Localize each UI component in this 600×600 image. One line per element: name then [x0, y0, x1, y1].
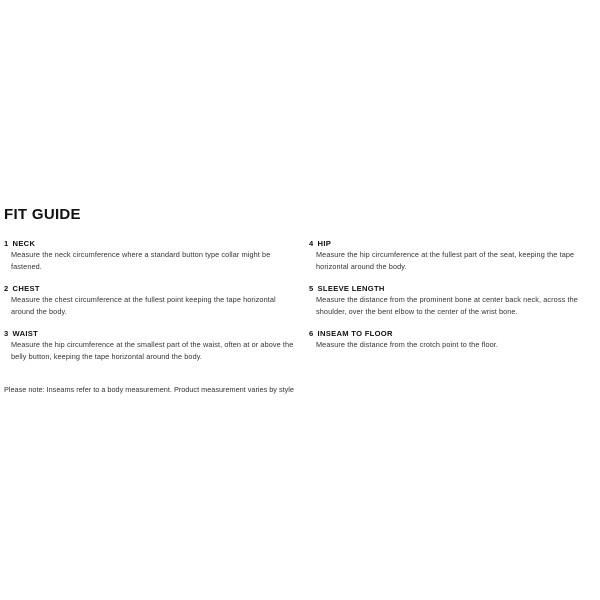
measurement-column-right — [309, 239, 599, 363]
measurement-number: 2 — [4, 284, 9, 293]
measurement-item-hip — [309, 239, 599, 272]
measurement-number: 4 — [309, 239, 314, 248]
measurement-description: Measure the hip circumference at the fullest part of the seat, keeping the tape horizontal around the body. — [316, 250, 575, 271]
measurement-number: 1 — [4, 239, 9, 248]
measurement-description: Measure the distance from the prominent bone at center back neck, across the shoulder, over the bent elbow to the center of the wrist bone. — [316, 295, 578, 316]
measurement-label: WAIST — [12, 329, 39, 338]
measurement-label: HIP — [317, 239, 332, 248]
measurement-heading — [309, 239, 599, 249]
measurement-heading — [309, 284, 599, 294]
measurement-number: 5 — [309, 284, 314, 293]
measurement-item-chest — [4, 284, 294, 317]
measurement-label: INSEAM TO FLOOR — [317, 329, 393, 338]
measurement-label: NECK — [12, 239, 36, 248]
measurement-number: 6 — [309, 329, 314, 338]
measurement-heading — [309, 329, 599, 339]
measurement-column-left — [4, 239, 294, 374]
measurement-heading — [4, 239, 294, 249]
measurement-item-neck — [4, 239, 294, 272]
measurement-item-waist — [4, 329, 294, 362]
page-title: FIT GUIDE — [4, 206, 81, 223]
measurement-description: Measure the distance from the crotch point to the floor. — [316, 340, 499, 349]
measurement-label: SLEEVE LENGTH — [317, 284, 385, 293]
measurement-number: 3 — [4, 329, 9, 338]
measurement-item-inseam-to-floor — [309, 329, 599, 351]
measurement-heading — [4, 284, 294, 294]
measurement-heading — [4, 329, 294, 339]
measurement-label: CHEST — [12, 284, 40, 293]
measurement-description: Measure the chest circumference at the fullest point keeping the tape horizontal around the body. — [11, 295, 276, 316]
measurement-description: Measure the hip circumference at the smallest part of the waist, often at or above the belly button, keeping the tape horizontal around the body. — [11, 340, 294, 361]
measurement-description: Measure the neck circumference where a standard button type collar might be fastened. — [11, 250, 271, 271]
footnote: Please note: Inseams refer to a body measurement. Product measurement varies by style — [4, 385, 294, 394]
measurement-item-sleeve-length — [309, 284, 599, 317]
